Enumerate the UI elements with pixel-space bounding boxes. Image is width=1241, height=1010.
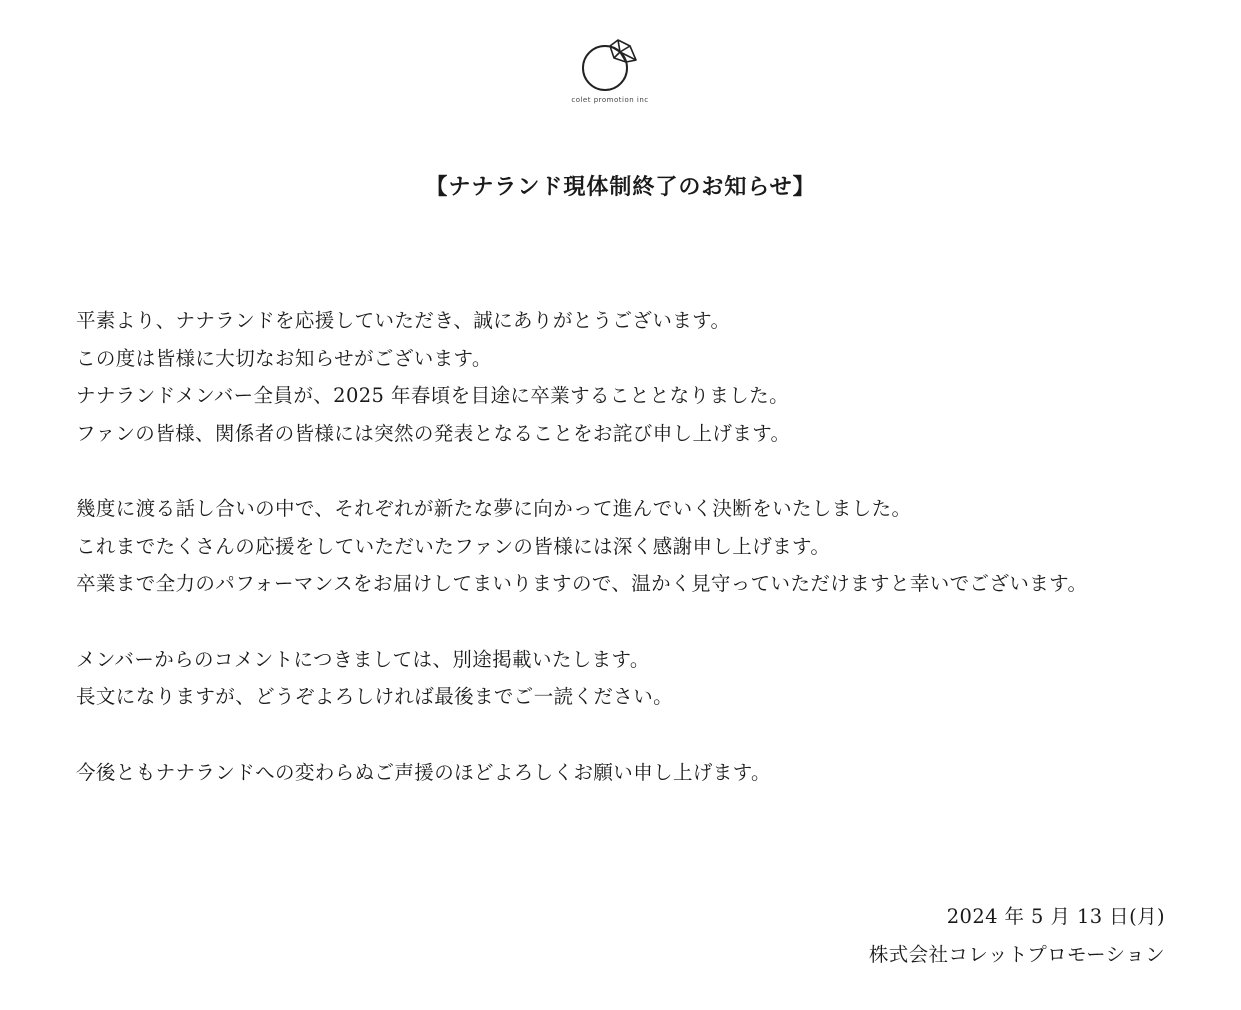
date-text: 2024 年 5 月 13 日(月) <box>946 905 1165 928</box>
paragraph-closing <box>76 754 1206 792</box>
page-title: 【ナナランド現体制終了のお知らせ】 <box>425 174 816 200</box>
body-line: ナナランドメンバー全員が、2025 年春頃を目途に卒業することとなりました。 <box>76 384 789 407</box>
signature-block <box>869 898 1165 974</box>
body-line: 今後ともナナランドへの変わらぬご声援のほどよろしくお願い申し上げます。 <box>76 760 771 784</box>
body-line: これまでたくさんの応援をしていただいたファンの皆様には深く感謝申し上げます。 <box>76 534 831 558</box>
body-line: ファンの皆様、関係者の皆様には突然の発表となることをお詫び申し上げます。 <box>76 421 791 445</box>
body-line: 平素より、ナナランドを応援していただき、誠にありがとうございます。 <box>76 309 731 332</box>
body-line: この度は皆様に大切なお知らせがございます。 <box>76 346 492 370</box>
body-line: 卒業まで全力のパフォーマンスをお届けしてまいりますので、温かく見守っていただけますと幸いでございます。 <box>76 572 1088 595</box>
body-line: 長文になりますが、どうぞよろしければ最後までご一読ください。 <box>76 685 674 708</box>
paragraph-decision <box>76 490 1206 603</box>
body-line: メンバーからのコメントにつきましては、別途掲載いたします。 <box>76 647 650 671</box>
body-line: 幾度に渡る話し合いの中で、それぞれが新たな夢に向かって進んでいく決断をいたしました。 <box>76 497 912 520</box>
company-name: 株式会社コレットプロモーション <box>868 943 1165 966</box>
announcement-body <box>76 302 1206 829</box>
company-logo <box>560 36 660 110</box>
logo-caption: colet promotion inc <box>571 96 649 104</box>
diamond-circle-logo-icon <box>580 36 640 96</box>
paragraph-greeting <box>76 302 1206 452</box>
paragraph-comments <box>76 641 1206 716</box>
